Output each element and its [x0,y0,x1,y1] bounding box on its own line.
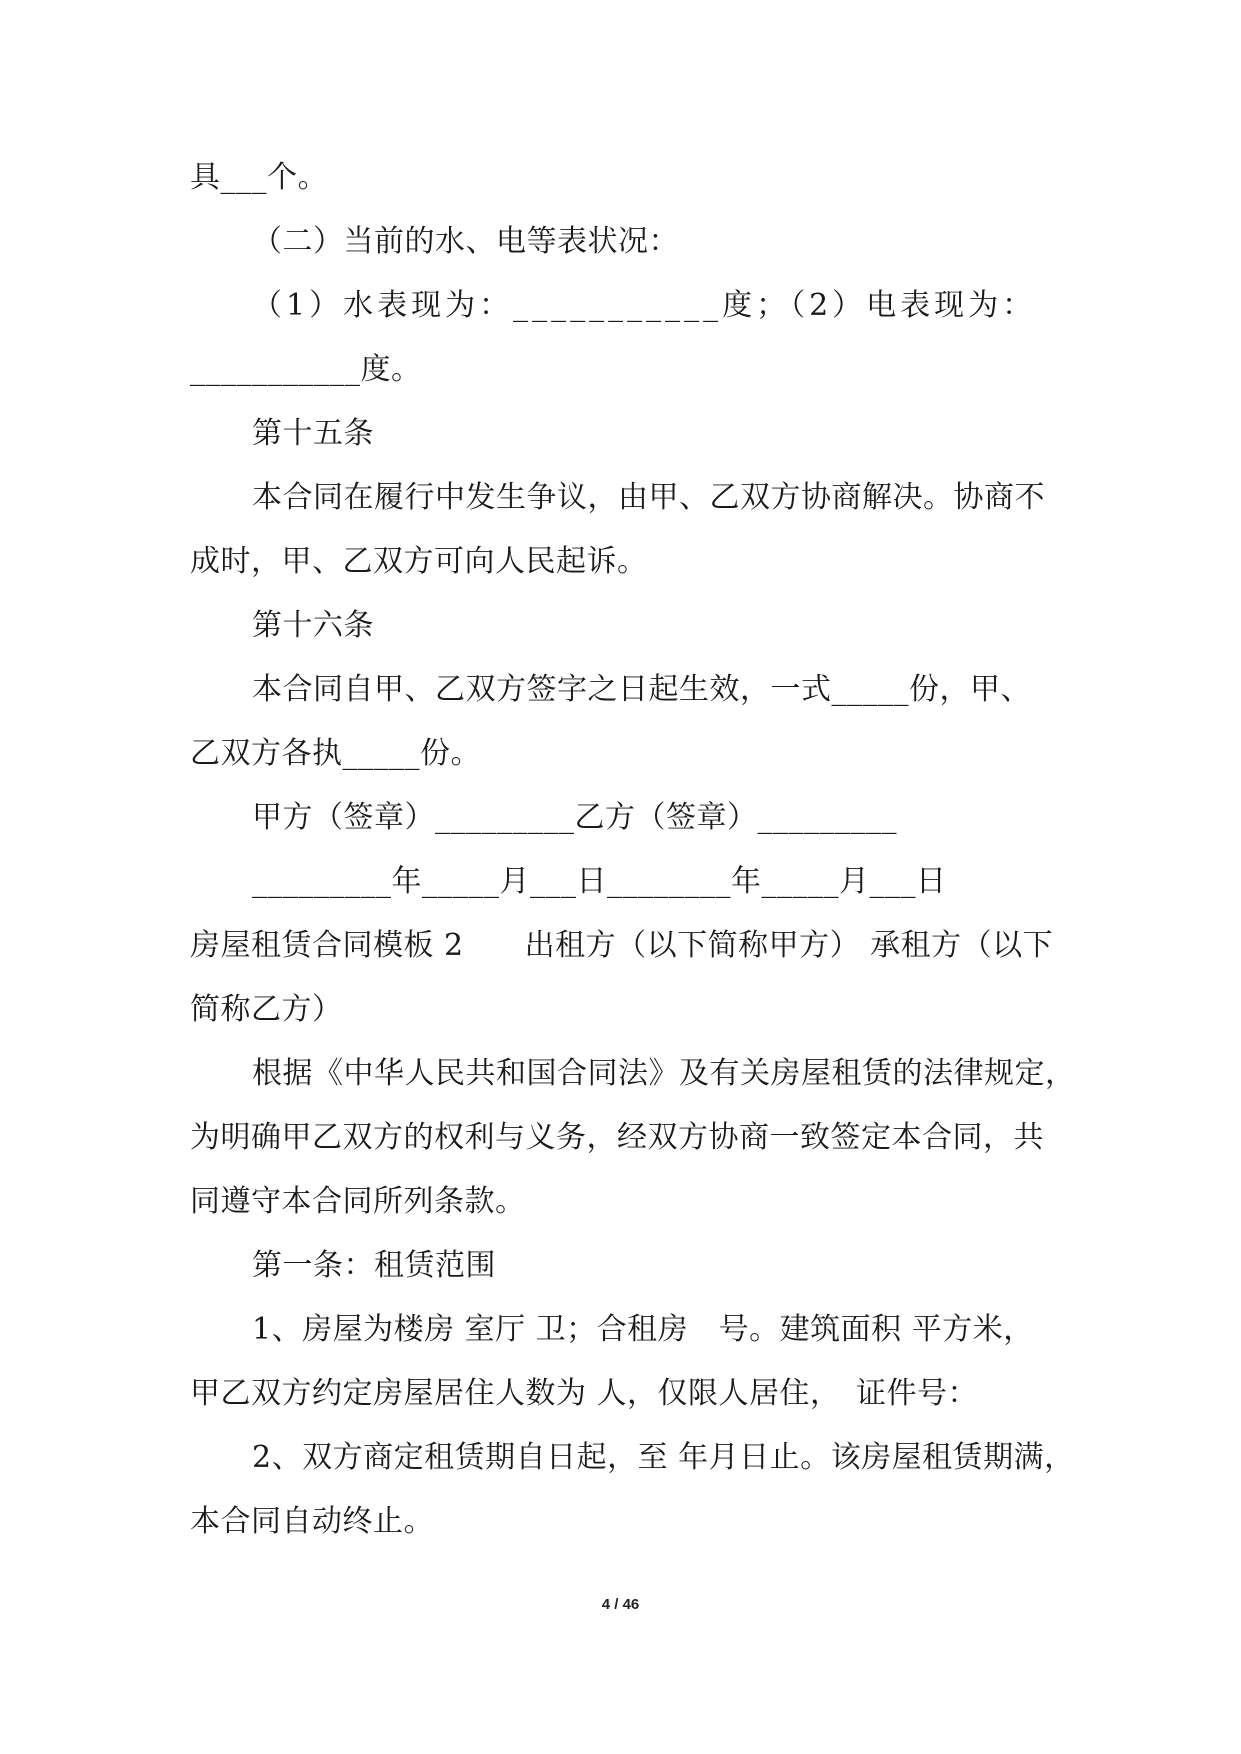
page-number: 4 / 46 [601,1596,640,1613]
section-title: 房屋租赁合同模板 2 出租方（以下简称甲方） 承租方（以下 [190,928,1054,963]
text-line: 甲乙双方约定房屋居住人数为 人，仅限人居住， 证件号： [190,1376,979,1411]
article-heading: 第十六条 [252,608,374,643]
text-line: 本合同自动终止。 [190,1504,434,1539]
article-heading: 第十五条 [252,416,374,451]
text-line: 成时，甲、乙双方可向人民起诉。 [190,544,648,579]
text-line: 本合同在履行中发生争议，由甲、乙双方协商解决。协商不 [252,480,1045,515]
text-line: 乙双方各执_____份。 [190,736,481,771]
text-line: ___________度。 [190,352,422,387]
text-line: （二）当前的水、电等表状况： [252,224,679,259]
text-line: （1）水表现为：___________度；（2）电表现为： [252,288,1037,323]
date-line: _________年_____月___日________年_____月___日 [252,864,947,899]
text-line: 为明确甲乙双方的权利与义务，经双方协商一致签定本合同，共 [190,1120,1044,1155]
text-line: 具___个。 [190,160,328,195]
text-line: 本合同自甲、乙双方签字之日起生效，一式_____份，甲、 [252,672,1031,707]
text-line: 根据《中华人民共和国合同法》及有关房屋租赁的法律规定， [252,1056,1076,1091]
text-line: 2、双方商定租赁期自日起，至 年月日止。该房屋租赁期满， [252,1440,1075,1475]
text-line: 1、房屋为楼房 室厅 卫；合租房 号。建筑面积 平方米， [252,1312,1034,1347]
text-line: 同遵守本合同所列条款。 [190,1184,526,1219]
article-heading: 第一条：租赁范围 [252,1248,496,1283]
text-line: 简称乙方） [190,992,343,1027]
signature-line: 甲方（签章）_________乙方（签章）_________ [252,800,897,835]
